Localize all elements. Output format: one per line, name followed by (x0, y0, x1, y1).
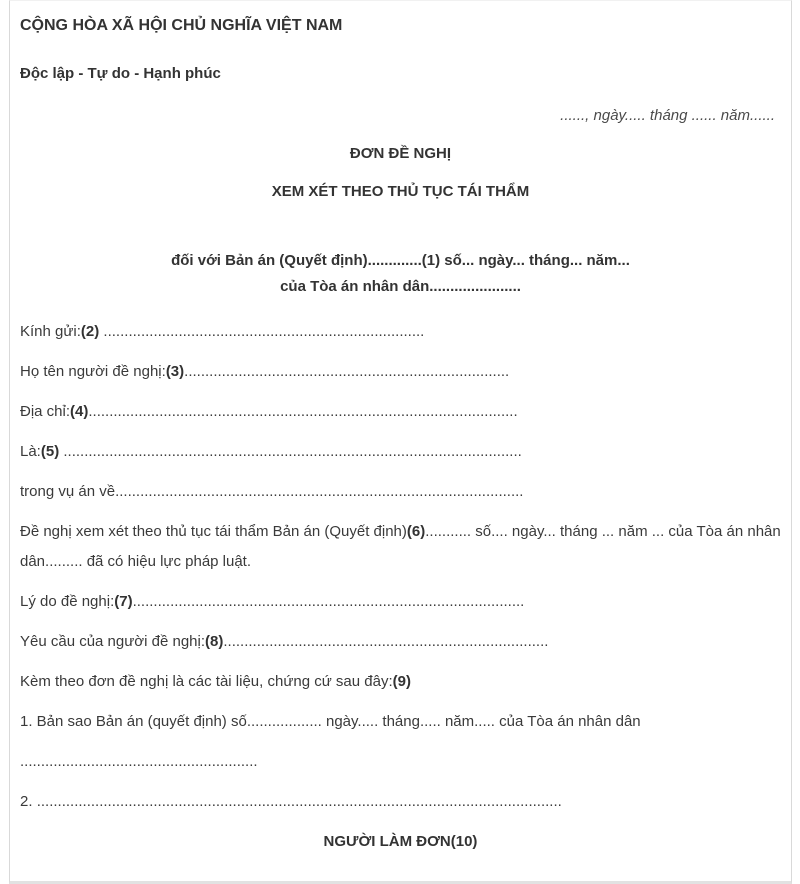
signer-ref: (10) (450, 833, 478, 850)
field-ly-do-dots: .............................................................................................. (132, 593, 525, 610)
field-trong-vu-an-dots: .................................................................................................. (115, 483, 524, 500)
field-de-nghi-post: ........... số.... ngày... tháng ... năm ... của Tòa án nhân dân......... đã có hiệu lực pháp luật. (20, 523, 781, 570)
field-ho-ten-label: Họ tên người đề nghị: (20, 363, 166, 380)
field-kem-theo (20, 667, 781, 697)
document-page (9, 0, 792, 884)
field-kem-theo-label: Kèm theo đơn đề nghị là các tài liệu, chứng cứ sau đây: (20, 673, 393, 690)
attachment-item-1-continuation (20, 747, 781, 777)
signer-heading (20, 827, 781, 857)
field-kinh-gui-dots: ............................................................................. (99, 323, 425, 340)
field-dia-chi-dots: ....................................................................................................... (88, 403, 518, 420)
field-ho-ten-dots: .............................................................................. (184, 363, 510, 380)
field-kinh-gui-label: Kính gửi: (20, 323, 81, 340)
field-yeu-cau (20, 627, 781, 657)
attachment-item-1-text: 1. Bản sao Bản án (quyết định) số.................. ngày..... tháng..... năm..... của Tòa án nhân dân (20, 713, 641, 730)
attachment-item-2-label: 2. (20, 793, 37, 810)
field-kinh-gui (20, 317, 781, 347)
attachment-item-2-dots: .............................................................................................................................. (36, 793, 562, 810)
attachment-item-1-dots: ......................................................... (20, 753, 258, 770)
field-trong-vu-an-label: trong vụ án về (20, 483, 116, 500)
field-ho-ten-ref: (3) (165, 363, 185, 380)
field-de-nghi (20, 517, 781, 577)
national-title: CỘNG HÒA XÃ HỘI CHỦ NGHĨA VIỆT NAM (20, 17, 343, 34)
subject-line-1: đối với Bản án (Quyết định).............(1) số... ngày... tháng... năm... (171, 252, 630, 269)
form-title: ĐƠN ĐỀ NGHỊ (349, 145, 452, 162)
field-yeu-cau-dots: .............................................................................. (223, 633, 549, 650)
field-trong-vu-an (20, 477, 781, 507)
field-kem-theo-ref: (9) (392, 673, 411, 690)
field-la (20, 437, 781, 467)
field-dia-chi-ref: (4) (70, 403, 89, 420)
national-motto: Độc lập - Tự do - Hạnh phúc (20, 65, 221, 82)
field-dia-chi (20, 397, 781, 427)
field-de-nghi-pre: Đề nghị xem xét theo thủ tục tái thẩm Bản án (Quyết định) (20, 523, 407, 540)
field-ly-do (20, 587, 781, 617)
field-de-nghi-ref: (6) (406, 523, 426, 540)
field-kinh-gui-ref: (2) (80, 323, 100, 340)
signer-label: NGƯỜI LÀM ĐƠN (323, 833, 451, 850)
field-yeu-cau-label: Yêu cầu của người đề nghị: (20, 633, 206, 650)
field-ly-do-ref: (7) (114, 593, 133, 610)
field-ly-do-label: Lý do đề nghị: (20, 593, 115, 610)
subject-line-2: của Tòa án nhân dân...................... (280, 278, 521, 295)
field-la-label: Là: (20, 443, 41, 460)
attachment-item-2 (20, 787, 781, 817)
attachment-item-1 (20, 707, 781, 737)
field-yeu-cau-ref: (8) (205, 633, 224, 650)
field-la-ref: (5) (40, 443, 60, 460)
form-subtitle: XEM XÉT THEO THỦ TỤC TÁI THẨM (271, 183, 530, 200)
date-place-line: ......, ngày..... tháng ...... năm...... (560, 107, 775, 124)
field-dia-chi-label: Địa chỉ: (20, 403, 71, 420)
field-ho-ten (20, 357, 781, 387)
field-la-dots: .............................................................................................................. (59, 443, 522, 460)
